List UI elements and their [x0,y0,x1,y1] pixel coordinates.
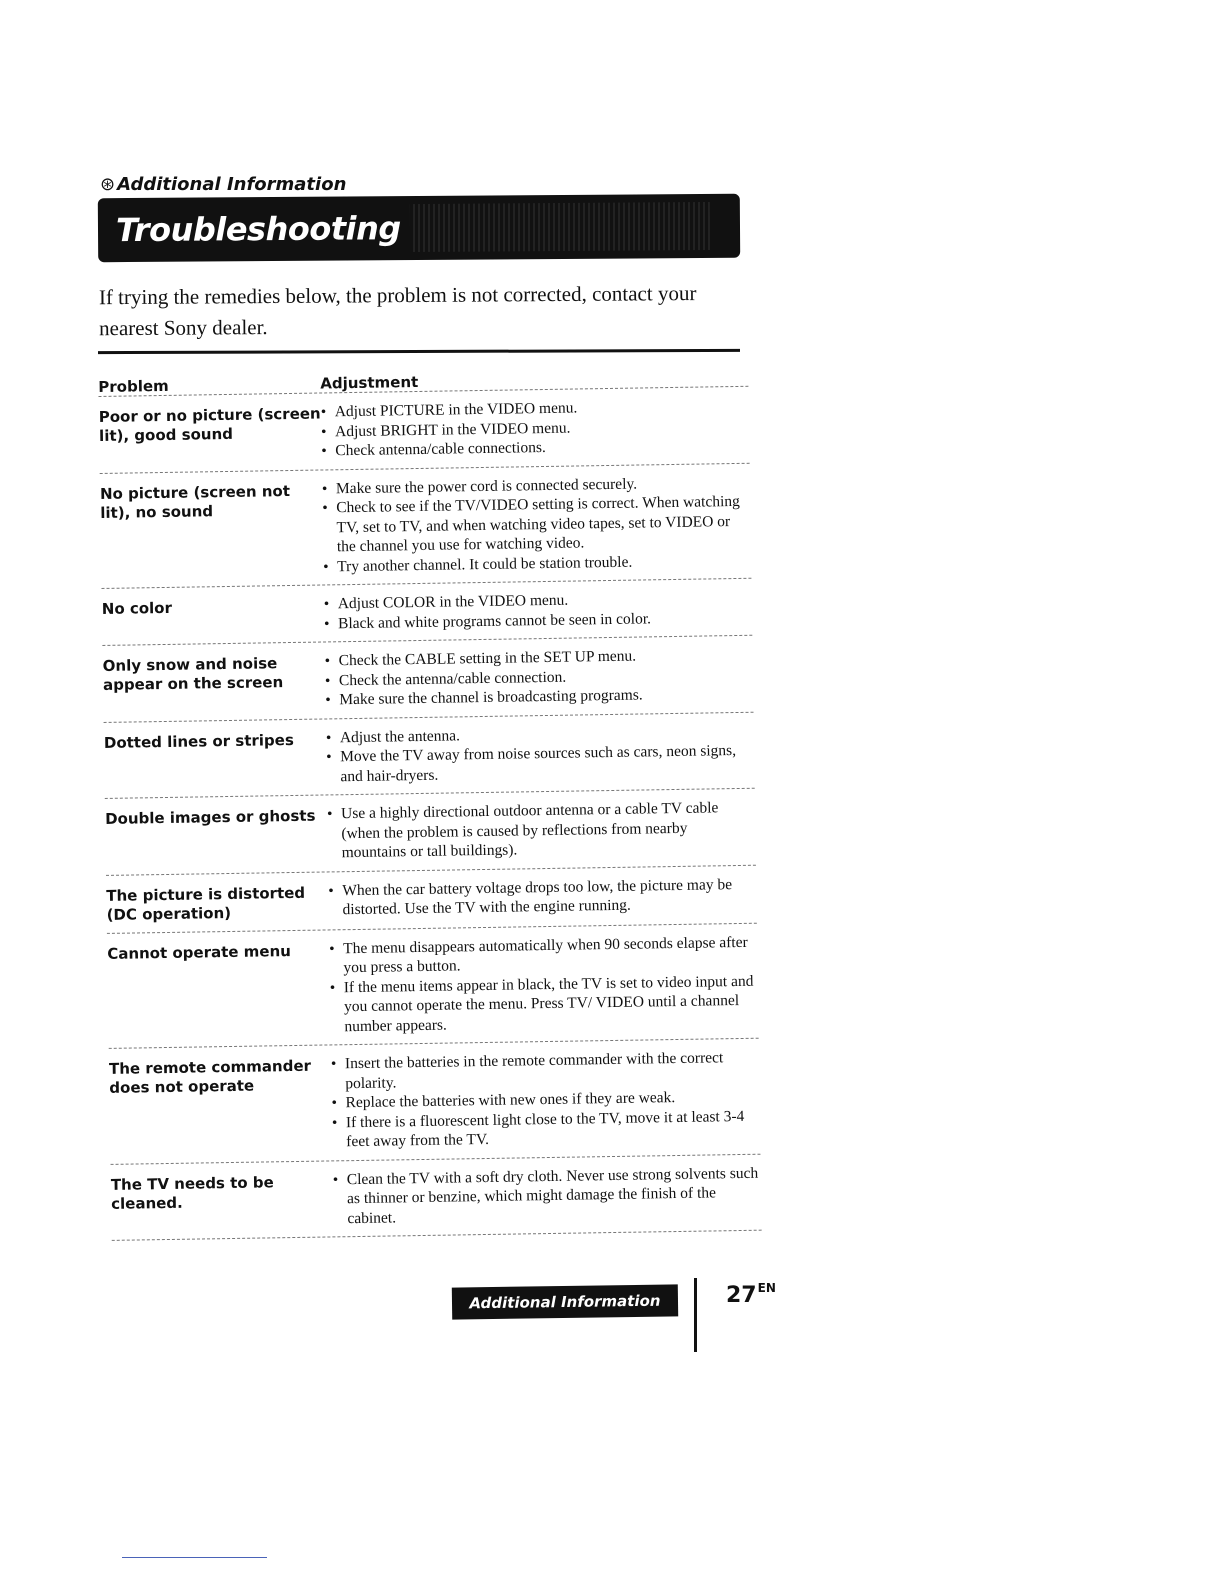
problem-cell: Poor or no picture (screen lit), good sound [98,404,321,445]
adjustment-cell [321,396,750,461]
adjustment-cell [324,588,753,634]
table-row [111,1153,762,1240]
problem-cell: Double images or ghosts [104,806,316,828]
problem-column-header: Problem [98,376,169,396]
header-rule [98,349,740,354]
bullet-icon: • [329,978,336,996]
adjustment-text: Use a highly directional outdoor antenna or a cable TV cable (when the problem is caused by reflections from nearby mountains or tall buildings). [340,799,719,862]
bullet-icon: • [326,748,332,766]
bullet-icon: • [322,499,328,517]
adjustment-item [326,741,755,787]
table-row [109,1038,761,1164]
adjustment-item [328,874,757,920]
bullet-icon: • [321,442,327,460]
adjustment-text: When the car battery voltage drops too low, the picture may be distorted. Use the TV with the engine running. [342,875,733,919]
adjustment-text: Adjust PICTURE in the VIDEO menu. [334,399,578,421]
banner-texture [410,202,710,252]
adjustment-text: Check the CABLE setting in the SET UP menu. [338,647,637,670]
satellite-dish-icon: ⊛ [100,174,116,195]
bullet-icon: • [324,652,331,670]
adjustment-text: Move the TV away from noise sources such as cars, neon signs, and hair-dryers. [340,742,737,785]
adjustment-text: Replace the batteries with new ones if they are weak. [345,1089,676,1112]
adjustment-item [327,798,756,863]
table-row [101,578,752,645]
adjustment-item [330,971,759,1036]
bullet-icon: • [331,1094,338,1112]
bullet-icon: • [321,479,328,497]
table-row [105,788,756,875]
adjustment-item [332,1106,761,1152]
adjustment-cell [325,645,754,710]
bullet-icon: • [324,671,331,689]
problem-cell: Dotted lines or stripes [103,730,294,752]
problem-cell: The TV needs to be cleaned. [110,1172,274,1213]
adjustment-text: Adjust COLOR in the VIDEO menu. [337,591,569,613]
bullet-icon: • [326,805,333,823]
adjustment-cell [326,721,755,786]
footer-divider [694,1278,697,1352]
adjustment-text: Make sure the channel is broadcasting programs. [339,686,643,709]
adjustment-cell [322,472,751,576]
bullet-icon: • [323,595,330,613]
bullet-icon: • [320,422,327,441]
adjustment-item [331,1048,760,1094]
bullet-icon: • [325,691,331,709]
bullet-icon: • [332,1170,339,1188]
adjustment-text: Check the antenna/cable connection. [338,668,567,689]
intro-text: If trying the remedies below, the problem is not corrected, contact your nearest Sony dealer. [98,281,697,341]
adjustment-column-header: Adjustment [320,372,419,393]
adjustment-text: Black and white programs cannot be seen in color. [337,609,652,632]
adjustment-cell [331,1048,760,1152]
problem-cell: No picture (screen not lit), no sound [99,481,291,522]
adjustment-cell [329,932,758,1036]
page-title: Troubleshooting [115,209,401,250]
adjustment-text: The menu disappears automatically when 90 seconds elapse after you press a button. [343,933,748,977]
page-language-suffix: EN [757,1281,776,1295]
adjustment-item [322,492,751,557]
table-row [104,711,755,798]
adjustment-item [333,1163,762,1228]
troubleshooting-table [98,356,762,1242]
adjustment-text: Insert the batteries in the remote commander with the correct polarity. [344,1049,724,1092]
table-body [98,386,761,1240]
bullet-icon: • [328,881,334,899]
page-number [726,1281,776,1308]
adjustment-text: Adjust BRIGHT in the VIDEO menu. [334,419,571,440]
table-row [107,922,759,1048]
table-row [106,864,757,932]
adjustment-cell [333,1163,762,1228]
table-row [102,635,753,722]
problem-cell: No color [101,598,173,618]
scan-artifact-line [122,1557,267,1558]
adjustment-text: Clean the TV with a soft dry cloth. Never use strong solvents such as thinner or benzine, which might damage the finish of the cabinet. [346,1164,759,1227]
bullet-icon: • [320,403,327,421]
section-label-text: Additional Information [117,174,347,195]
adjustment-text: Try another channel. It could be station trouble. [337,553,633,575]
adjustment-text: Make sure the power cord is connected securely. [335,475,638,497]
adjustment-text: If there is a fluorescent light close to the TV, move it at least 3-4 feet away from the TV. [345,1107,745,1151]
bullet-icon: • [329,939,335,957]
table-row [100,462,752,588]
page-number-value: 27 [726,1283,757,1308]
bullet-icon: • [323,557,329,575]
bullet-icon: • [330,1055,337,1073]
bullet-icon: • [323,614,330,632]
problem-cell: Cannot operate menu [107,941,292,963]
adjustment-text: Adjust the antenna. [339,726,461,746]
table-row [98,386,749,473]
adjustment-cell [327,798,756,863]
adjustment-text: If the menu items appear in black, the TV is set to video input and you cannot operate the menu. Press TV/ VIDEO until a channel number appears. [343,972,754,1035]
bullet-icon: • [325,728,332,746]
footer-section-tab: Additional Information [452,1284,678,1319]
adjustment-text: Check antenna/cable connections. [335,438,546,460]
problem-cell: The picture is distorted (DC operation) [106,883,306,924]
problem-cell: Only snow and noise appear on the screen [102,654,284,694]
adjustment-cell [328,874,757,921]
title-banner [98,194,740,262]
bullet-icon: • [331,1113,338,1131]
problem-cell: The remote commander does not operate [108,1056,312,1097]
adjustment-text: Check to see if the TV/VIDEO setting is correct. When watching TV, set to TV, and when watching video tapes, set to VIDEO or the channel you use for watching video. [336,492,740,556]
section-label [100,174,346,195]
adjustment-item [329,932,758,978]
